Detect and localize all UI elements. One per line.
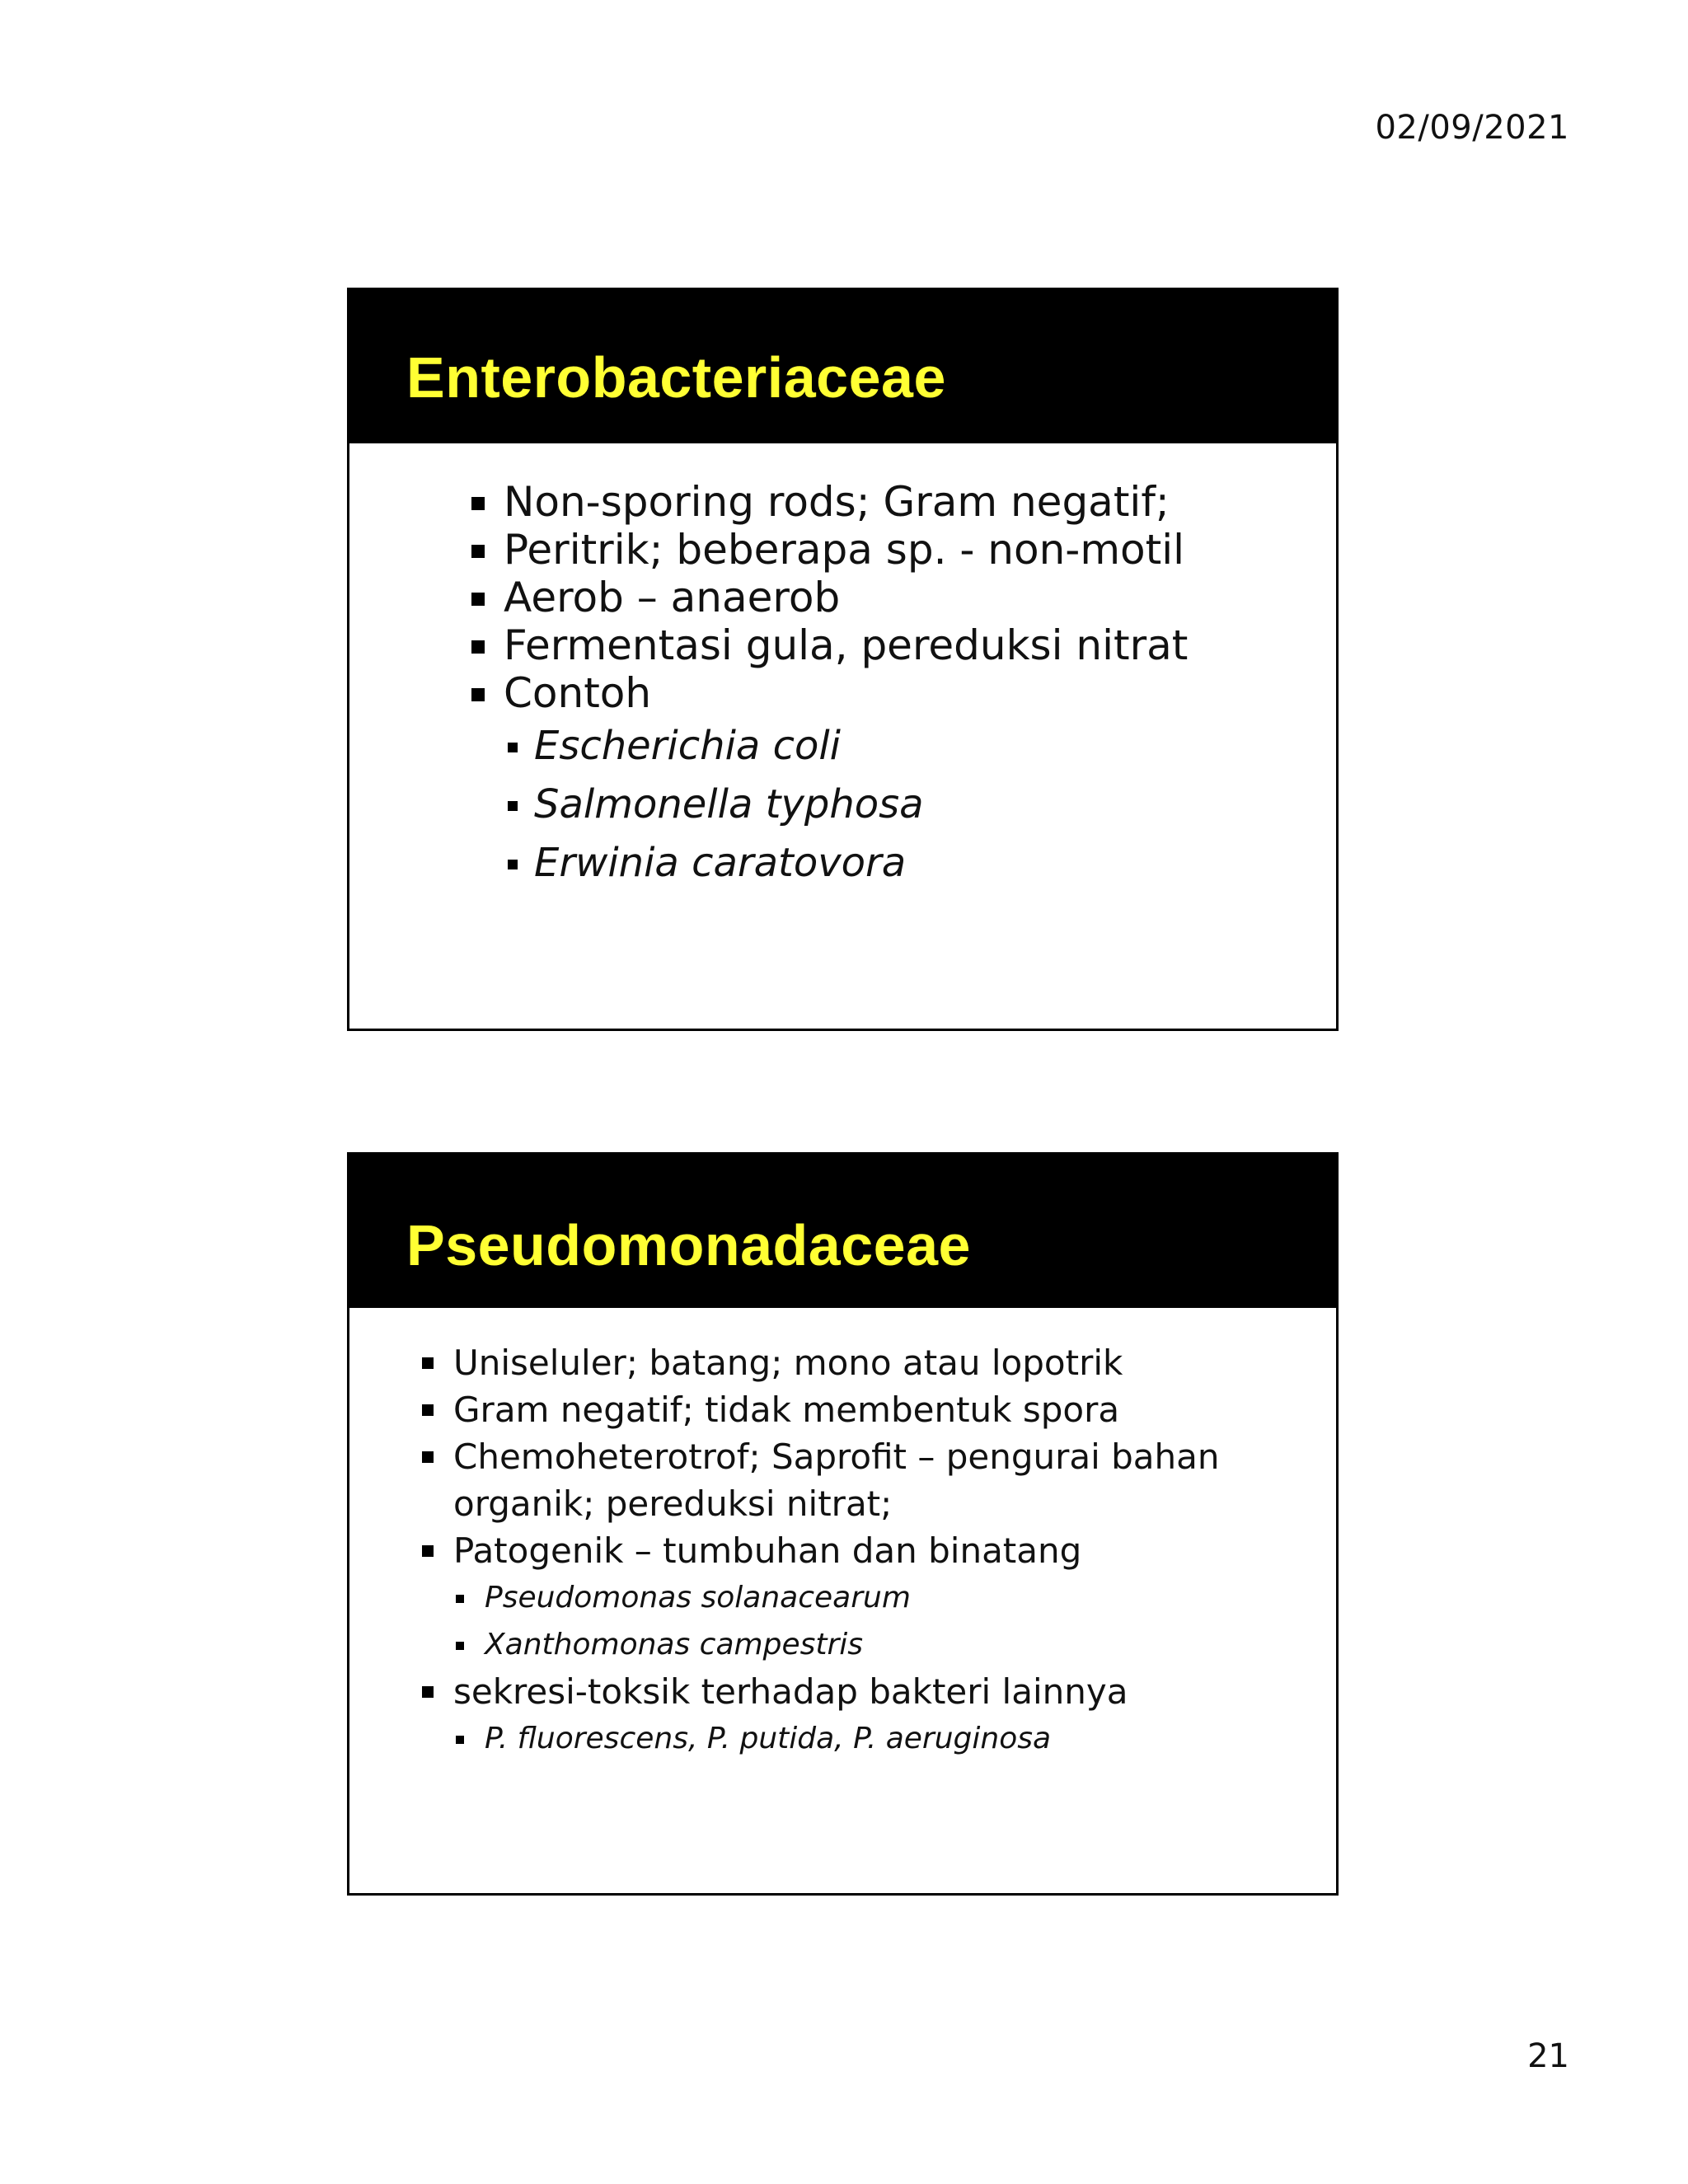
- list-item: Uniseluler; batang; mono atau lopotrik: [349, 1339, 1336, 1386]
- sub-list-item: Xanthomonas campestris: [349, 1621, 1336, 1668]
- list-item: Peritrik; beberapa sp. - non-motil: [349, 526, 1336, 574]
- square-bullet-icon: [456, 1642, 464, 1650]
- square-bullet-icon: [422, 1545, 434, 1557]
- sub-list-item: Erwinia caratovora: [349, 834, 1336, 893]
- slide-enterobacteriaceae: [347, 288, 1339, 1031]
- square-bullet-icon: [471, 640, 485, 654]
- sub-list-item: P. fluorescens, P. putida, P. aeruginosa: [349, 1715, 1336, 1762]
- square-bullet-icon: [422, 1357, 434, 1369]
- square-bullet-icon: [471, 688, 485, 701]
- square-bullet-icon: [508, 801, 518, 811]
- square-bullet-icon: [471, 545, 485, 558]
- list-item: Non-sporing rods; Gram negatif;: [349, 478, 1336, 526]
- slide-header: [349, 290, 1336, 443]
- square-bullet-icon: [456, 1595, 464, 1603]
- slide-title: Pseudomonadaceae: [406, 1213, 971, 1277]
- bullet-list: [349, 478, 1336, 893]
- list-item: Gram negatif; tidak membentuk spora: [349, 1386, 1336, 1433]
- sub-list-item: Pseudomonas solanacearum: [349, 1574, 1336, 1621]
- square-bullet-icon: [422, 1686, 434, 1698]
- square-bullet-icon: [422, 1451, 434, 1463]
- list-item: Chemoheterotrof; Saprofit – pengurai bahan organik; pereduksi nitrat;: [349, 1433, 1336, 1527]
- bullet-list: [349, 1339, 1336, 1762]
- list-item: Contoh: [349, 669, 1336, 717]
- sub-list-item: Escherichia coli: [349, 717, 1336, 776]
- sub-list-item: Salmonella typhosa: [349, 776, 1336, 834]
- square-bullet-icon: [471, 497, 485, 510]
- page-date: 02/09/2021: [1375, 109, 1569, 147]
- slide-header: [349, 1155, 1336, 1308]
- list-item: Fermentasi gula, pereduksi nitrat: [349, 621, 1336, 669]
- square-bullet-icon: [508, 743, 518, 752]
- list-item: Aerob – anaerob: [349, 574, 1336, 621]
- page-number: 21: [1527, 2037, 1569, 2075]
- square-bullet-icon: [508, 860, 518, 869]
- list-item: sekresi-toksik terhadap bakteri lainnya: [349, 1668, 1336, 1715]
- square-bullet-icon: [422, 1404, 434, 1416]
- list-item: Patogenik – tumbuhan dan binatang: [349, 1527, 1336, 1574]
- slide-title: Enterobacteriaceae: [406, 345, 946, 410]
- slide-pseudomonadaceae: [347, 1152, 1339, 1896]
- square-bullet-icon: [456, 1736, 464, 1744]
- list-item-continuation: organik; pereduksi nitrat;: [453, 1483, 893, 1524]
- square-bullet-icon: [471, 593, 485, 606]
